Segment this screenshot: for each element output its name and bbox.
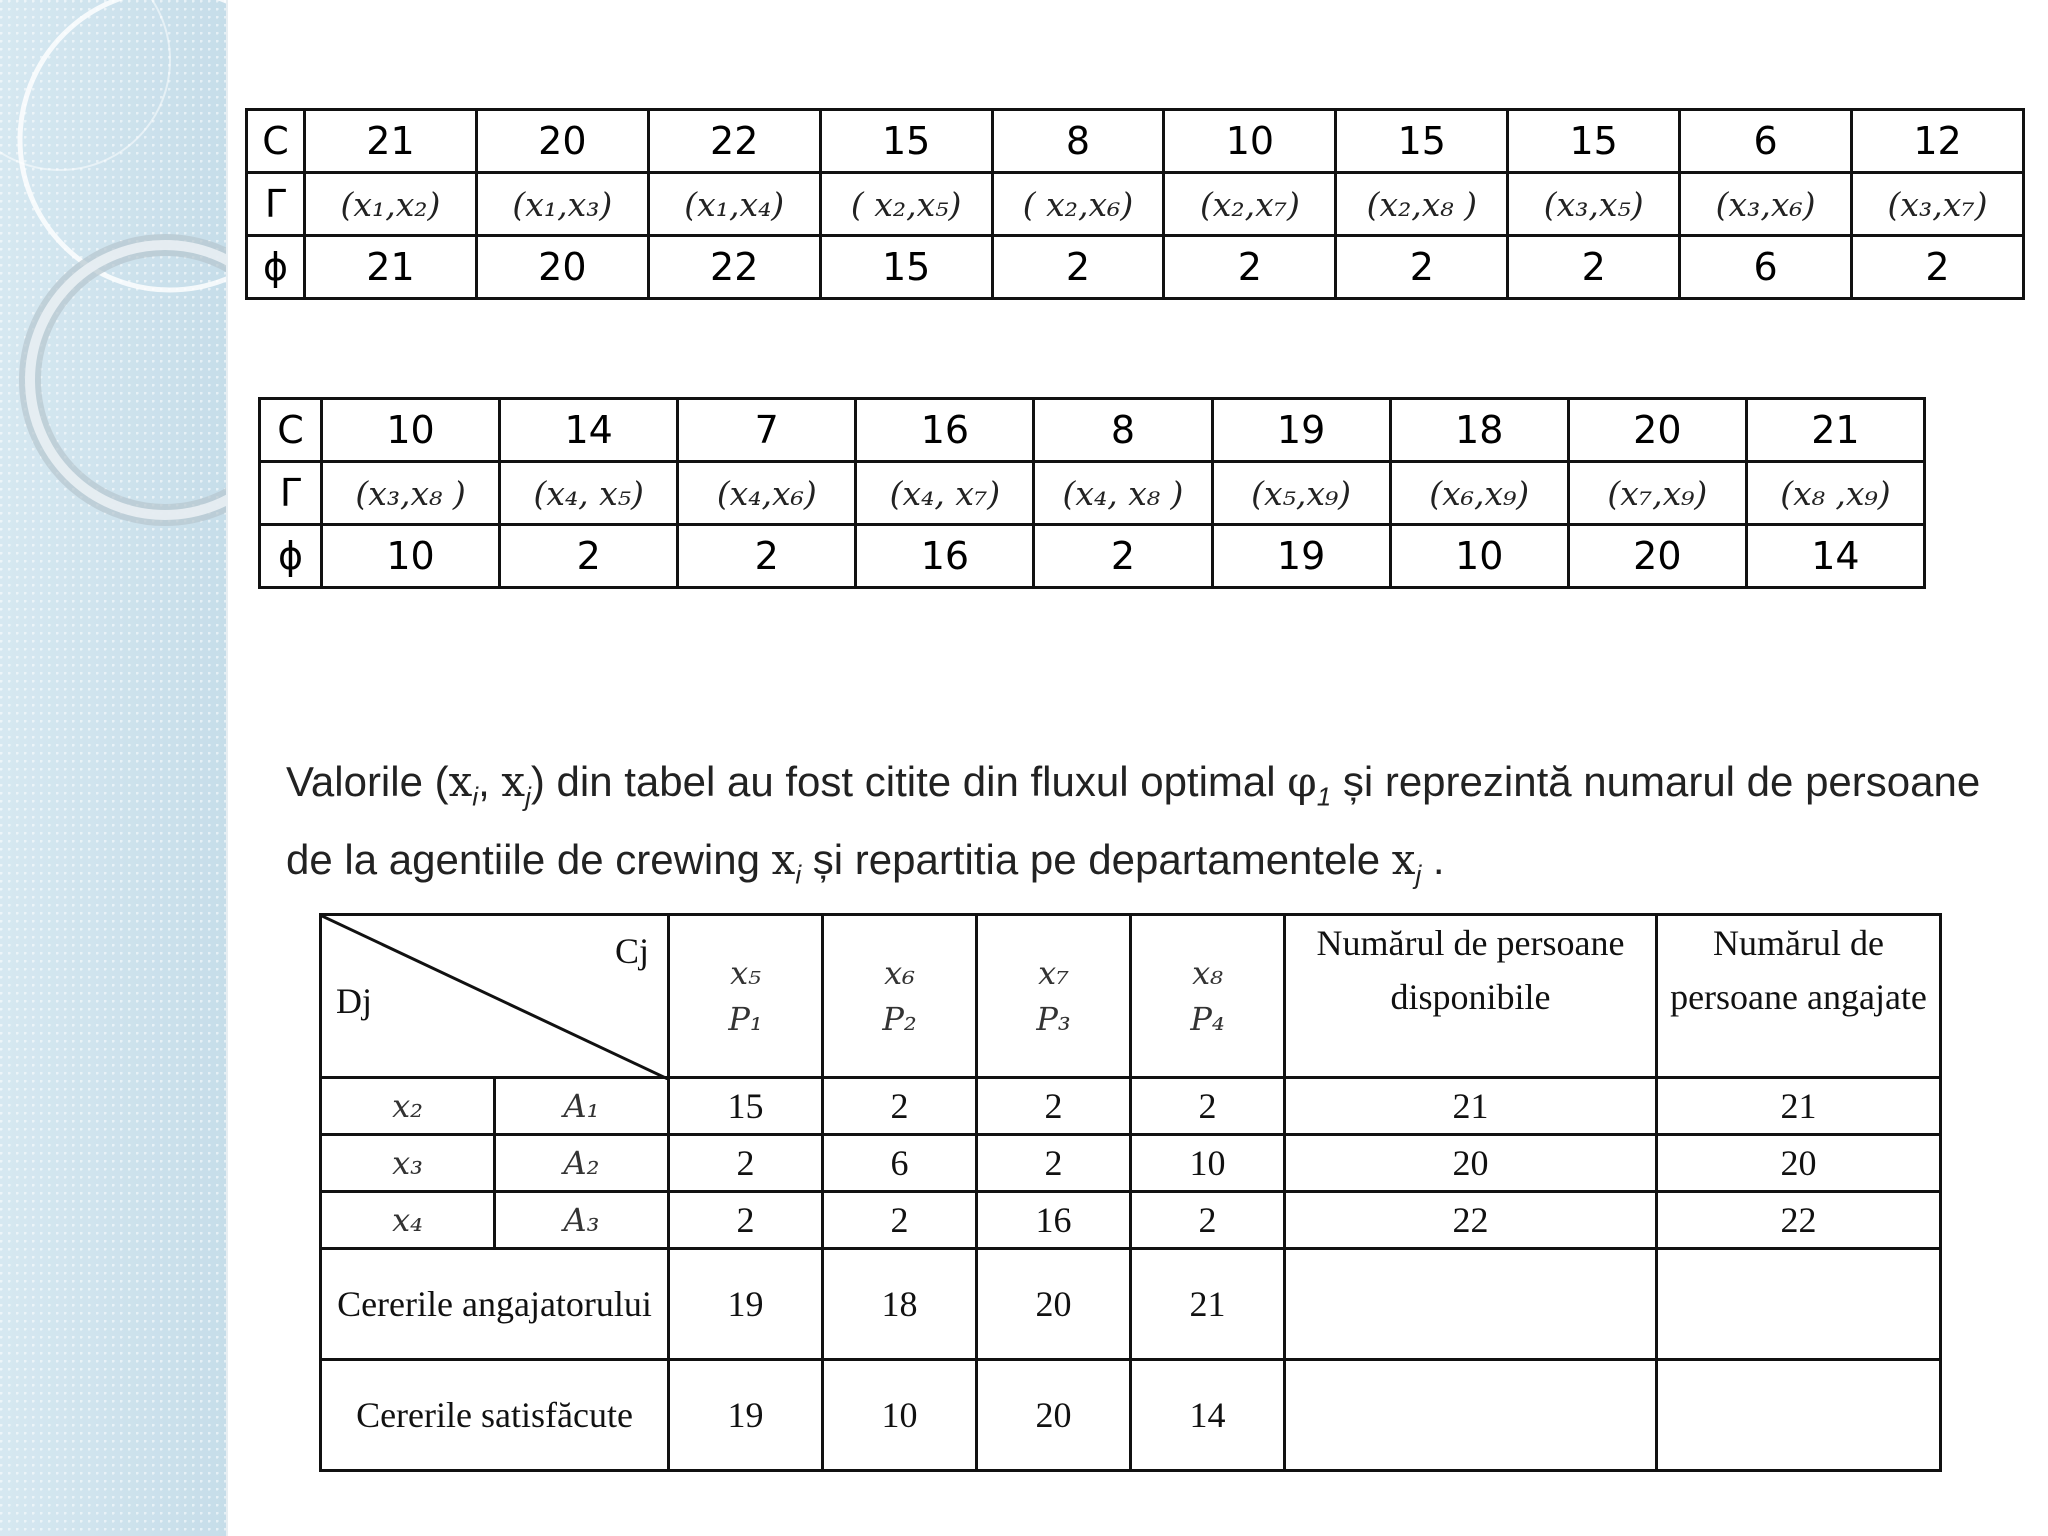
table-cell: 12 bbox=[1852, 110, 2024, 173]
paragraph-text: , bbox=[478, 758, 502, 805]
header-row bbox=[321, 915, 1941, 1078]
paragraph-text: Valorile ( bbox=[286, 758, 449, 805]
table-cell: 14 bbox=[500, 399, 678, 462]
row-agency: A₂ bbox=[495, 1135, 669, 1192]
edge-cell: (x₇,x₉) bbox=[1568, 462, 1746, 525]
row-label: C bbox=[247, 110, 305, 173]
table-cell: 2 bbox=[823, 1192, 977, 1249]
math-subscript: i bbox=[472, 781, 479, 812]
table2-row-gamma bbox=[260, 462, 1925, 525]
table-cell: 21 bbox=[305, 236, 477, 299]
math-var: x bbox=[771, 835, 796, 885]
row-label: ϕ bbox=[260, 525, 322, 588]
table-cell: 2 bbox=[977, 1078, 1131, 1135]
table-cell: 22 bbox=[648, 236, 820, 299]
edge-cell: (x₃,x₇) bbox=[1852, 173, 2024, 236]
table-cell: 21 bbox=[305, 110, 477, 173]
edge-cell: (x₄, x₇) bbox=[856, 462, 1034, 525]
table-cell: 20 bbox=[977, 1360, 1131, 1471]
column-header bbox=[823, 915, 977, 1078]
math-subscript: j bbox=[525, 781, 531, 812]
hired-cell: 21 bbox=[1657, 1078, 1941, 1135]
row-agency: A₃ bbox=[495, 1192, 669, 1249]
explanation-paragraph bbox=[286, 750, 1986, 907]
table1-row-phi bbox=[247, 236, 2024, 299]
table-cell: 14 bbox=[1131, 1360, 1285, 1471]
satisfied-row bbox=[321, 1360, 1941, 1471]
available-cell: 20 bbox=[1285, 1135, 1657, 1192]
table-row bbox=[321, 1078, 1941, 1135]
empty-cell bbox=[1285, 1360, 1657, 1471]
edge-cell: (x₄,x₆) bbox=[678, 462, 856, 525]
row-var: x₃ bbox=[321, 1135, 495, 1192]
table-cell: 19 bbox=[1212, 399, 1390, 462]
row-var: x₂ bbox=[321, 1078, 495, 1135]
column-header bbox=[977, 915, 1131, 1078]
table-cell: 2 bbox=[669, 1192, 823, 1249]
table-row bbox=[321, 1192, 1941, 1249]
edge-cell: (x₃,x₅) bbox=[1508, 173, 1680, 236]
row-var: x₄ bbox=[321, 1192, 495, 1249]
flow-table-2 bbox=[258, 397, 1926, 589]
table-cell: 15 bbox=[669, 1078, 823, 1135]
table-cell: 7 bbox=[678, 399, 856, 462]
demand-label: Cererile angajatorului bbox=[321, 1249, 669, 1360]
table-cell: 8 bbox=[1034, 399, 1212, 462]
corner-cell bbox=[321, 915, 669, 1078]
table-cell: 10 bbox=[1390, 525, 1568, 588]
flow-table-1 bbox=[245, 108, 2025, 300]
table-cell: 10 bbox=[1131, 1135, 1285, 1192]
table-cell: 10 bbox=[322, 525, 500, 588]
available-cell: 22 bbox=[1285, 1192, 1657, 1249]
table2-row-c bbox=[260, 399, 1925, 462]
table-cell: 2 bbox=[1336, 236, 1508, 299]
table-cell: 20 bbox=[476, 236, 648, 299]
table-cell: 2 bbox=[823, 1078, 977, 1135]
table-cell: 20 bbox=[977, 1249, 1131, 1360]
edge-cell: (x₁,x₄) bbox=[648, 173, 820, 236]
available-cell: 21 bbox=[1285, 1078, 1657, 1135]
table-cell: 18 bbox=[823, 1249, 977, 1360]
row-agency: A₁ bbox=[495, 1078, 669, 1135]
column-var: x₈ bbox=[1192, 954, 1223, 992]
paragraph-text: ) din tabel au fost citite din fluxul optimal bbox=[530, 758, 1288, 805]
table-row bbox=[321, 1135, 1941, 1192]
column-label: P₃ bbox=[1036, 1000, 1071, 1038]
table-cell: 14 bbox=[1746, 525, 1924, 588]
table-cell: 10 bbox=[1164, 110, 1336, 173]
table1-row-c bbox=[247, 110, 2024, 173]
table-cell: 19 bbox=[669, 1360, 823, 1471]
table-cell: 2 bbox=[1852, 236, 2024, 299]
hired-cell: 20 bbox=[1657, 1135, 1941, 1192]
table-cell: 21 bbox=[1746, 399, 1924, 462]
table-cell: 19 bbox=[1212, 525, 1390, 588]
empty-cell bbox=[1285, 1249, 1657, 1360]
table-cell: 21 bbox=[1131, 1249, 1285, 1360]
row-label: C bbox=[260, 399, 322, 462]
table-cell: 16 bbox=[856, 399, 1034, 462]
math-var: φ bbox=[1287, 757, 1317, 806]
math-var: x bbox=[448, 757, 473, 806]
column-header bbox=[669, 915, 823, 1078]
table-cell: 20 bbox=[476, 110, 648, 173]
table-cell: 8 bbox=[992, 110, 1164, 173]
table-cell: 2 bbox=[678, 525, 856, 588]
column-var: x₅ bbox=[730, 954, 761, 992]
table-cell: 18 bbox=[1390, 399, 1568, 462]
edge-cell: (x₁,x₂) bbox=[305, 173, 477, 236]
empty-cell bbox=[1657, 1360, 1941, 1471]
table-cell: 15 bbox=[1508, 110, 1680, 173]
paragraph-text: și reprezintă numarul de persoane de la agentiile de crewing bbox=[286, 758, 1981, 884]
math-subscript: 1 bbox=[1316, 781, 1332, 812]
edge-cell: (x₄, x₈ ) bbox=[1034, 462, 1212, 525]
hired-header: Numărul de persoane angajate bbox=[1657, 915, 1941, 1078]
table-cell: 2 bbox=[669, 1135, 823, 1192]
table-cell: 20 bbox=[1568, 399, 1746, 462]
available-header: Numărul de persoane disponibile bbox=[1285, 915, 1657, 1078]
math-var: x bbox=[1391, 835, 1416, 885]
table-cell: 6 bbox=[1680, 236, 1852, 299]
table-cell: 16 bbox=[856, 525, 1034, 588]
math-subscript: j bbox=[1415, 859, 1422, 890]
table-cell: 19 bbox=[669, 1249, 823, 1360]
table-cell: 2 bbox=[1164, 236, 1336, 299]
column-var: x₆ bbox=[884, 954, 915, 992]
corner-top-label: Cj bbox=[614, 931, 649, 971]
decorative-side-band bbox=[0, 0, 228, 1536]
column-label: P₄ bbox=[1190, 1000, 1225, 1038]
column-label: P₂ bbox=[882, 1000, 917, 1038]
empty-cell bbox=[1657, 1249, 1941, 1360]
row-label: Γ bbox=[247, 173, 305, 236]
edge-cell: (x₅,x₉) bbox=[1212, 462, 1390, 525]
table-cell: 2 bbox=[1131, 1078, 1285, 1135]
paragraph-text: . bbox=[1421, 836, 1445, 884]
table-cell: 15 bbox=[820, 110, 992, 173]
table-cell: 2 bbox=[992, 236, 1164, 299]
table-cell: 22 bbox=[648, 110, 820, 173]
table-cell: 15 bbox=[820, 236, 992, 299]
column-var: x₇ bbox=[1038, 954, 1069, 992]
hired-cell: 22 bbox=[1657, 1192, 1941, 1249]
row-label: Γ bbox=[260, 462, 322, 525]
edge-cell: (x₃,x₈ ) bbox=[322, 462, 500, 525]
paragraph-text: și repartitia pe departamentele bbox=[801, 836, 1392, 884]
table-cell: 6 bbox=[1680, 110, 1852, 173]
decorative-rings bbox=[0, 0, 228, 1536]
math-subscript: i bbox=[795, 859, 802, 890]
table-cell: 6 bbox=[823, 1135, 977, 1192]
edge-cell: (x₈ ,x₉) bbox=[1746, 462, 1924, 525]
table2-row-phi bbox=[260, 525, 1925, 588]
row-label: ϕ bbox=[247, 236, 305, 299]
edge-cell: (x₂,x₇) bbox=[1164, 173, 1336, 236]
column-label: P₁ bbox=[728, 1000, 763, 1038]
edge-cell: ( x₂,x₆) bbox=[992, 173, 1164, 236]
band-edge bbox=[226, 0, 228, 1536]
table-cell: 2 bbox=[977, 1135, 1131, 1192]
demand-row bbox=[321, 1249, 1941, 1360]
table-cell: 20 bbox=[1568, 525, 1746, 588]
allocation-table bbox=[319, 913, 1942, 1472]
table1-row-gamma bbox=[247, 173, 2024, 236]
table-cell: 16 bbox=[977, 1192, 1131, 1249]
table-cell: 2 bbox=[1131, 1192, 1285, 1249]
table-cell: 2 bbox=[1508, 236, 1680, 299]
satisfied-label: Cererile satisfăcute bbox=[321, 1360, 669, 1471]
edge-cell: (x₆,x₉) bbox=[1390, 462, 1568, 525]
column-header bbox=[1131, 915, 1285, 1078]
table-cell: 10 bbox=[322, 399, 500, 462]
table-cell: 10 bbox=[823, 1360, 977, 1471]
table-cell: 2 bbox=[1034, 525, 1212, 588]
edge-cell: (x₂,x₈ ) bbox=[1336, 173, 1508, 236]
edge-cell: (x₄, x₅) bbox=[500, 462, 678, 525]
edge-cell: (x₃,x₆) bbox=[1680, 173, 1852, 236]
math-var: x bbox=[501, 757, 526, 806]
corner-left-label: Dj bbox=[336, 981, 372, 1021]
table-cell: 15 bbox=[1336, 110, 1508, 173]
edge-cell: ( x₂,x₅) bbox=[820, 173, 992, 236]
table-cell: 2 bbox=[500, 525, 678, 588]
edge-cell: (x₁,x₃) bbox=[476, 173, 648, 236]
